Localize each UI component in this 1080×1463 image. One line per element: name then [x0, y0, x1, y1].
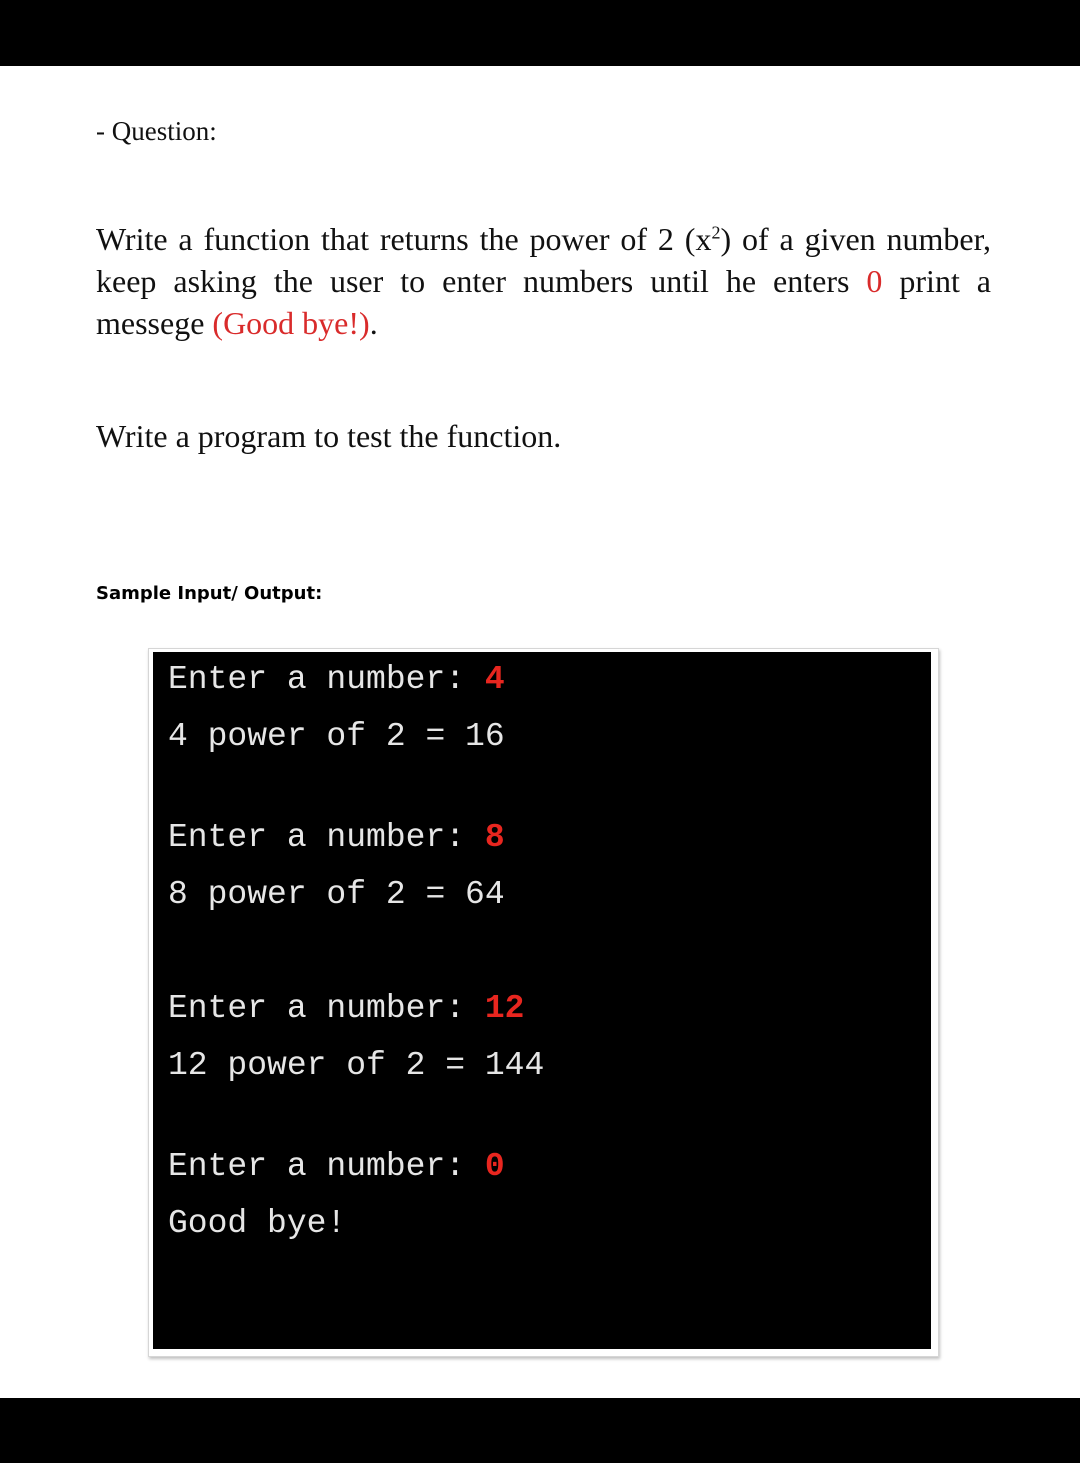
console-frame: [148, 648, 939, 1357]
console-prompt-line: [168, 818, 505, 858]
sample-io-heading: Sample Input/ Output:: [96, 583, 323, 604]
question-text-part1: Write a function that returns the power of 2 (x: [96, 221, 712, 257]
console-prompt: Enter a number:: [168, 819, 485, 856]
console-prompt-line: [168, 1147, 505, 1187]
console-input-value: 12: [484, 990, 525, 1027]
console-input-value: 4: [484, 661, 505, 698]
console-prompt-line: [168, 660, 505, 700]
question-text: [96, 218, 991, 344]
console-input-value: 0: [484, 1148, 505, 1185]
console-prompt: Enter a number:: [168, 1148, 485, 1185]
superscript-2: 2: [711, 222, 721, 243]
question-text-part2: ) of a given number, keep asking the user to enter numbers until he enters: [96, 221, 992, 299]
zero-highlight: 0: [866, 263, 883, 299]
question-text-part4: .: [369, 305, 378, 341]
console-goodbye-line: Good bye!: [168, 1205, 347, 1242]
console-output: [153, 652, 931, 1349]
console-result-line: 12 power of 2 = 144: [168, 1047, 545, 1084]
console-result-line: 4 power of 2 = 16: [168, 718, 505, 755]
question-heading: - Question:: [96, 116, 217, 146]
goodbye-highlight: (Good bye!): [212, 305, 370, 341]
console-input-value: 8: [484, 819, 505, 856]
console-prompt: Enter a number:: [168, 661, 485, 698]
console-prompt-line: [168, 989, 524, 1029]
question-text-part3: print a messege: [96, 263, 992, 341]
document-page: [0, 66, 1080, 1398]
console-prompt: Enter a number:: [168, 990, 485, 1027]
console-result-line: 8 power of 2 = 64: [168, 876, 505, 913]
program-instruction: Write a program to test the function.: [96, 418, 562, 454]
